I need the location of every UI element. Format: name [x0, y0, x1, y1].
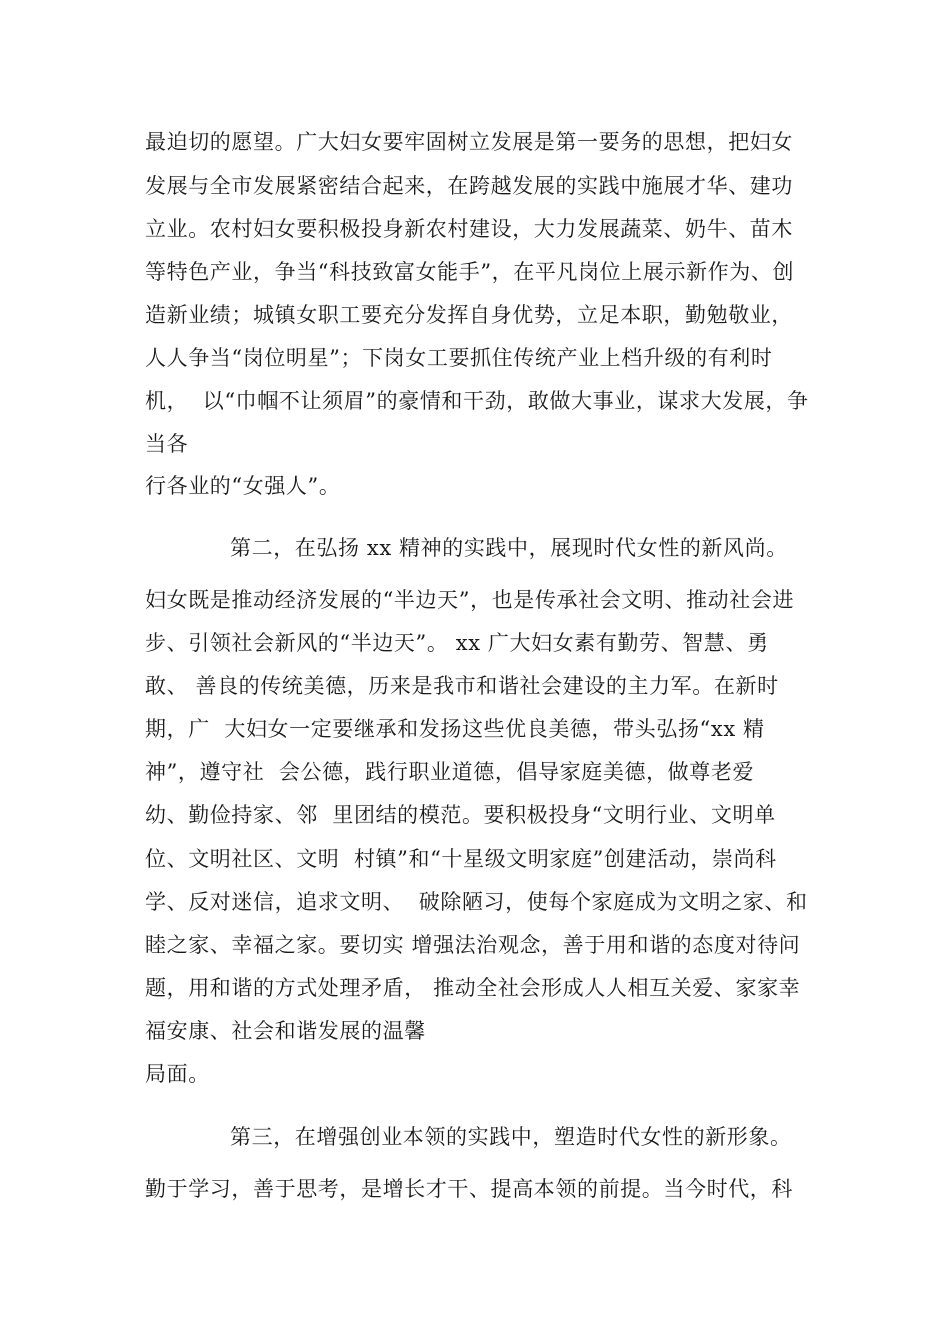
text-line: 机， 以“巾帼不让须眉”的豪情和干劲，敢做大事业，谋求大发展，争 — [145, 389, 809, 413]
text-line: 神”，遵守社 会公德，践行职业道德，倡导家庭美德，做尊老爱 — [145, 760, 755, 784]
text-line: 学、反对迷信，追求文明、 破除陋习，使每个家庭成为文明之家、和 — [145, 890, 808, 914]
text-line: 勤于学习，善于思考，是增长才干、提高本领的前提。当今时代，科 — [145, 1177, 793, 1201]
text-line: 步、引领社会新风的“半边天”。 xx 广大妇女素有勤劳、智慧、勇 — [145, 631, 769, 655]
text-line: 睦之家、幸福之家。要切实 增强法治观念，善于用和谐的态度对待问 — [145, 933, 801, 957]
text-line: 位、文明社区、文明 村镇”和“十星级文明家庭”创建活动，崇尚科 — [145, 847, 777, 871]
text-line: 期，广 大妇女一定要继承和发扬这些优良美德，带头弘扬“xx 精 — [145, 717, 765, 741]
text-line: 人人争当“岗位明星”；下岗女工要抓住传统产业上档升级的有利时 — [145, 346, 773, 370]
section-heading: 第三，在增强创业本领的实践中，塑造时代女性的新形象。 — [230, 1125, 792, 1149]
text-line: 题，用和谐的方式处理矛盾， 推动全社会形成人人相互关爱、家家幸 — [145, 976, 801, 1000]
text-line: 造新业绩；城镇女职工要充分发挥自身优势，立足本职，勤勉敬业， — [145, 303, 793, 327]
text-line: 行各业的“女强人”。 — [145, 474, 341, 498]
text-line: 福安康、社会和谐发展的温馨 — [145, 1019, 426, 1043]
text-line: 发展与全市发展紧密结合起来，在跨越发展的实践中施展才华、建功 — [145, 174, 793, 198]
text-line: 最迫切的愿望。广大妇女要牢固树立发展是第一要务的思想，把妇女 — [145, 130, 793, 154]
text-line: 妇女既是推动经济发展的“半边天”，也是传承社会文明、推动社会进 — [145, 588, 795, 612]
text-line: 当各 — [145, 432, 189, 456]
text-line: 等特色产业，争当“科技致富女能手”，在平凡岗位上展示新作为、创 — [145, 260, 795, 284]
section-heading: 第二，在弘扬 xx 精神的实践中，展现时代女性的新风尚。 — [230, 536, 788, 560]
text-line: 立业。农村妇女要积极投身新农村建设，大力发展蔬菜、奶牛、苗木 — [145, 217, 793, 241]
text-line: 局面。 — [145, 1062, 210, 1086]
text-line: 幼、勤俭持家、邻 里团结的模范。要积极投身“文明行业、文明单 — [145, 803, 776, 827]
text-line: 敢、 善良的传统美德，历来是我市和谐社会建设的主力军。在新时 — [145, 674, 779, 698]
